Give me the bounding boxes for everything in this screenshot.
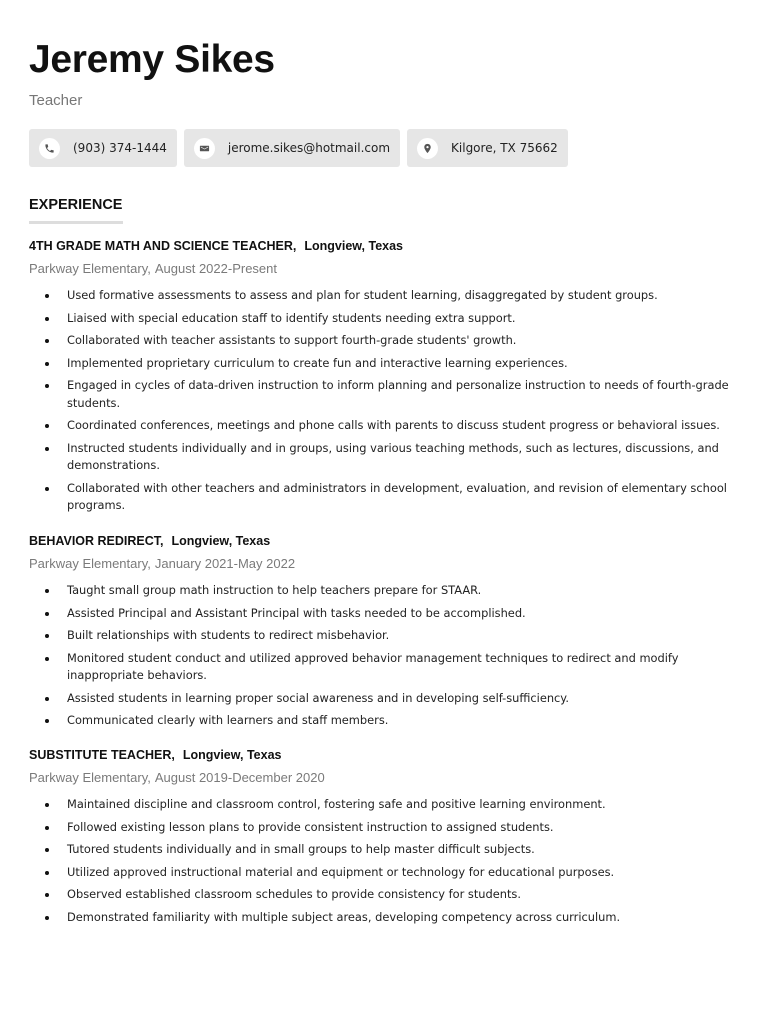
job-employer: Parkway Elementary,	[29, 556, 151, 571]
job-dates: August 2019-December 2020	[154, 770, 325, 785]
location-text: Kilgore, TX 75662	[451, 141, 558, 155]
job-subheader	[29, 260, 741, 277]
list-item: Collaborated with teacher assistants to support fourth-grade students' growth.	[29, 332, 741, 350]
contact-email[interactable]	[184, 129, 400, 167]
contact-bar	[29, 129, 568, 167]
list-item: Engaged in cycles of data-driven instruction to inform planning and personalize instruction to needs of fourth-grade students.	[29, 377, 741, 412]
candidate-name: Jeremy Sikes	[29, 38, 275, 81]
contact-phone[interactable]	[29, 129, 177, 167]
email-text: jerome.sikes@hotmail.com	[227, 141, 391, 155]
job-location: Longview, Texas	[182, 748, 282, 762]
job-header	[29, 532, 741, 550]
job-location: Longview, Texas	[171, 534, 271, 548]
job-dates: January 2021-May 2022	[154, 556, 296, 571]
list-item: Collaborated with other teachers and administrators in development, evaluation, and revision of elementary school programs.	[29, 480, 741, 515]
job-subheader	[29, 555, 741, 572]
list-item: Built relationships with students to redirect misbehavior.	[29, 627, 741, 645]
list-item: Implemented proprietary curriculum to create fun and interactive learning experiences.	[29, 355, 741, 373]
job-entry	[29, 237, 741, 520]
job-role: 4TH GRADE MATH AND SCIENCE TEACHER,	[29, 239, 297, 253]
list-item: Utilized approved instructional material and equipment or technology for educational purposes.	[29, 864, 741, 882]
location-icon	[417, 138, 438, 159]
list-item: Coordinated conferences, meetings and phone calls with parents to discuss student progress or behavioral issues.	[29, 417, 741, 435]
list-item: Assisted students in learning proper social awareness and in developing self-sufficiency.	[29, 690, 741, 708]
job-employer: Parkway Elementary,	[29, 770, 151, 785]
job-dates: August 2022-Present	[154, 261, 277, 276]
list-item: Liaised with special education staff to identify students needing extra support.	[29, 310, 741, 328]
experience-heading: EXPERIENCE	[29, 197, 123, 213]
job-header	[29, 746, 741, 764]
section-divider	[29, 221, 123, 224]
phone-text: (903) 374-1444	[73, 141, 167, 155]
list-item: Used formative assessments to assess and plan for student learning, disaggregated by student groups.	[29, 287, 741, 305]
job-location: Longview, Texas	[304, 239, 404, 253]
list-item: Monitored student conduct and utilized approved behavior management techniques to redirect and modify inappropriate behaviors.	[29, 650, 741, 685]
job-employer: Parkway Elementary,	[29, 261, 151, 276]
list-item: Taught small group math instruction to help teachers prepare for STAAR.	[29, 582, 741, 600]
list-item: Followed existing lesson plans to provide consistent instruction to assigned students.	[29, 819, 741, 837]
job-bullets	[29, 287, 741, 515]
list-item: Observed established classroom schedules to provide consistency for students.	[29, 886, 741, 904]
phone-icon	[39, 138, 60, 159]
job-role: BEHAVIOR REDIRECT,	[29, 534, 164, 548]
email-icon	[194, 138, 215, 159]
job-header	[29, 237, 741, 255]
list-item: Assisted Principal and Assistant Principal with tasks needed to be accomplished.	[29, 605, 741, 623]
job-entry	[29, 746, 741, 931]
job-role: SUBSTITUTE TEACHER,	[29, 748, 175, 762]
candidate-title: Teacher	[29, 92, 83, 109]
list-item: Tutored students individually and in small groups to help master difficult subjects.	[29, 841, 741, 859]
job-bullets	[29, 582, 741, 730]
job-subheader	[29, 769, 741, 786]
job-bullets	[29, 796, 741, 926]
list-item: Communicated clearly with learners and staff members.	[29, 712, 741, 730]
list-item: Instructed students individually and in groups, using various teaching methods, such as lectures, discussions, and demonstrations.	[29, 440, 741, 475]
list-item: Demonstrated familiarity with multiple subject areas, developing competency across curriculum.	[29, 909, 741, 927]
job-entry	[29, 532, 741, 735]
contact-location[interactable]	[407, 129, 568, 167]
list-item: Maintained discipline and classroom control, fostering safe and positive learning environment.	[29, 796, 741, 814]
